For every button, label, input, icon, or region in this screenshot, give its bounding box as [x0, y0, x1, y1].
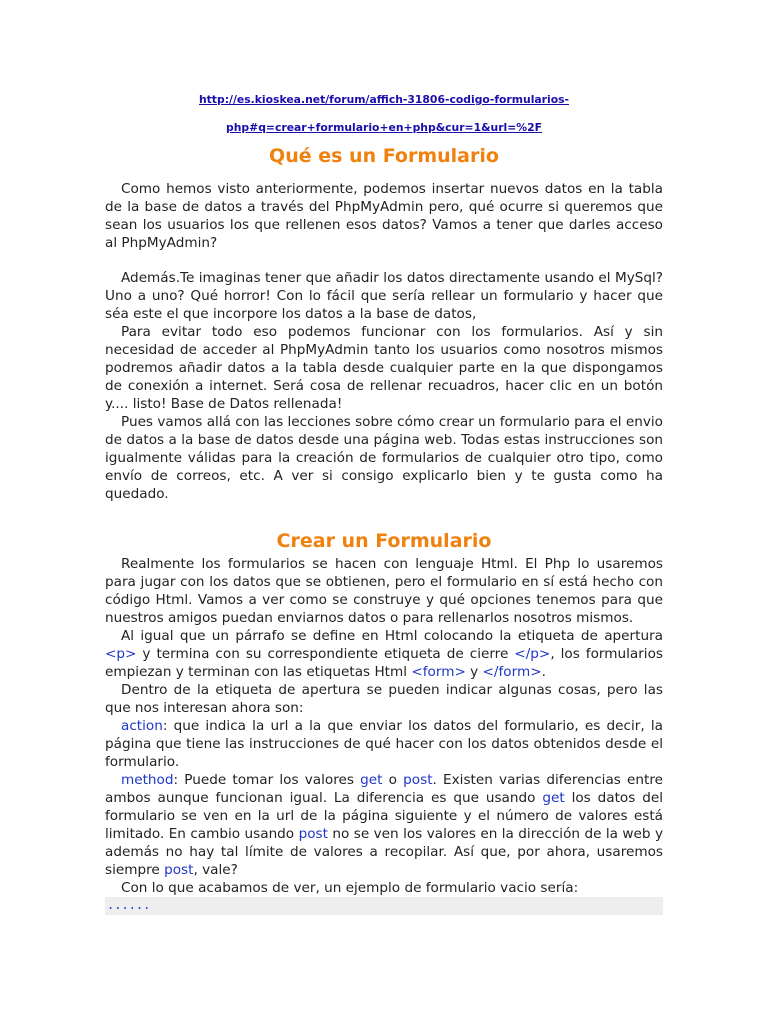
keyword-get: get [360, 772, 383, 788]
section-title-crear: Crear un Formulario [276, 530, 492, 552]
paragraph: Al igual que un párrafo se define en Html colocando la etiqueta de apertura <p> y termina con su correspondiente etiqueta de cierre </p>, los formularios empiezan y terminan con las etiquetas Html <form> y </form>. [105, 628, 663, 680]
source-link-line-1[interactable]: http://es.kioskea.net/forum/affich-31806-codigo-formularios- [198, 93, 570, 106]
keyword-post: post [164, 862, 194, 878]
code-placeholder: ...... [107, 898, 151, 912]
paragraph: Realmente los formularios se hacen con lenguaje Html. El Php lo usaremos para jugar con los datos que se obtienen, pero el formulario en sí está hecho con código Html. Vamos a ver como se construye y qué opciones tenemos para que nuestros amigos puedan enviarnos datos o para rellenarlos nosotros mismos. [105, 556, 663, 626]
paragraph: action: que indica la url a la que enviar los datos del formulario, es decir, la página que tiene las instrucciones de qué hacer con los datos obtenidos desde el formulario. [105, 718, 663, 770]
keyword-action: action [121, 718, 163, 734]
keyword-post: post [403, 772, 433, 788]
keyword-post: post [298, 826, 328, 842]
paragraph: Con lo que acabamos de ver, un ejemplo de formulario vacio sería: [121, 880, 579, 896]
source-link-line-2[interactable]: php#q=crear+formulario+en+php&cur=1&url=%2F [226, 121, 542, 134]
paragraph: Como hemos visto anteriormente, podemos insertar nuevos datos en la tabla de la base de datos a través del PhpMyAdmin pero, qué ocurre si queremos que sean los usuarios los que rellenen esos datos? Vamos a tener que darles acceso al PhpMyAdmin? [105, 181, 663, 251]
keyword-method: method [121, 772, 174, 788]
paragraph: Para evitar todo eso podemos funcionar con los formularios. Así y sin necesidad de acceder al PhpMyAdmin tanto los usuarios como nosotros mismos podremos añadir datos a la tabla desde cualquier parte en la que dispongamos de conexión a internet. Será cosa de rellenar recuadros, hacer clic en un botón y.... listo! Base de Datos rellenada! [105, 324, 663, 412]
paragraph: Además.Te imaginas tener que añadir los datos directamente usando el MySql? Uno a uno? Qué horror! Con lo fácil que sería rellear un formulario y hacer que séa este el que incorpore los datos a la base de datos, [105, 270, 663, 322]
paragraph: method: Puede tomar los valores get o post. Existen varias diferencias entre ambos aunque funcionan igual. La diferencia es que usando get los datos del formulario se ven en la url de la página siguiente y el número de valores está limitado. En cambio usando post no se ven los valores en la dirección de la web y además no hay tal límite de valores a recopilar. Así que, por ahora, usaremos siempre post, vale? [105, 772, 664, 878]
section-1-body [105, 180, 663, 503]
code-block [105, 897, 663, 915]
paragraph: Dentro de la etiqueta de apertura se pueden indicar algunas cosas, pero las que nos interesan ahora son: [105, 682, 663, 716]
html-tag: </p> [514, 646, 551, 662]
html-tag: <form> [411, 664, 466, 680]
section-2-body [105, 555, 663, 897]
html-tag: <p> [105, 646, 137, 662]
html-tag: </form> [482, 664, 542, 680]
section-title-que-es: Qué es un Formulario [269, 145, 499, 167]
keyword-get: get [542, 790, 565, 806]
paragraph: Pues vamos allá con las lecciones sobre cómo crear un formulario para el envio de datos a la base de datos desde una página web. Todas estas instrucciones son igualmente válidas para la creación de formularios de cualquier otro tipo, como envío de correos, etc. A ver si consigo explicarlo bien y te gusta como ha quedado. [105, 414, 663, 502]
